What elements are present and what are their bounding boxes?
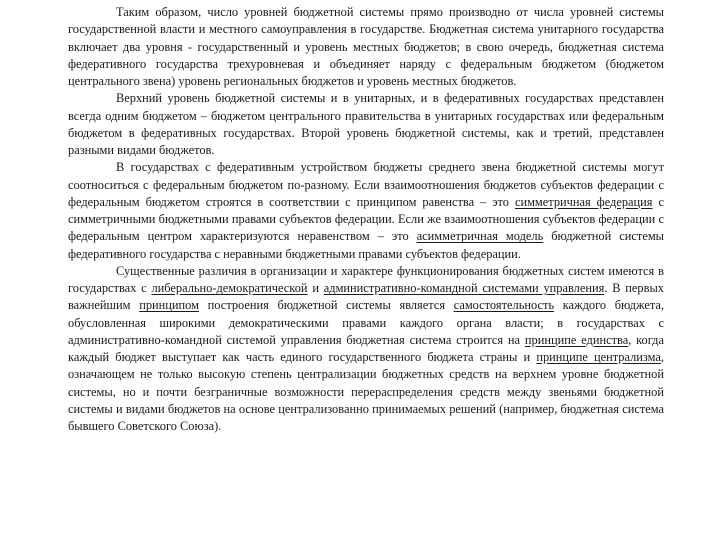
term-asymmetric-model: асимметричная модель xyxy=(416,229,544,244)
paragraph-text: с симметричными бюджетными правами субъектов федерации. Если же взаимоотношения субъектов федерации с федеральным центром характеризуются неравенством – это xyxy=(68,194,664,244)
paragraph-upper-level xyxy=(68,90,664,159)
document-page xyxy=(68,4,664,435)
paragraph-federative-models xyxy=(68,159,664,263)
paragraph-text: Таким образом, число уровней бюджетной системы прямо производно от числа уровней системы государственной власти и местного самоуправления в государстве. Бюджетная система унитарного государства включает два уровня - государственный и уровень местных бюджетов; в свою очередь, бюджетная система федеративного государства трехуровневая и объединяет наряду с федеральным бюджетом (бюджетом центрального звена) уровень региональных бюджетов и уровень местных бюджетов. xyxy=(68,5,664,88)
paragraph-text: бюджетной системы федеративного государства с неравными бюджетными правами субъектов федерации. xyxy=(68,229,664,261)
paragraph-text: Существенные различия в организации и характере функционирования бюджетных систем имеются в государствах с xyxy=(68,263,664,295)
term-administrative-command: административно-командной системами управления xyxy=(323,281,605,295)
term-principle-of-centralism: принципе централизма xyxy=(536,350,661,364)
term-liberal-democratic: либерально-демократической xyxy=(151,281,308,295)
term-independence: самостоятельность xyxy=(453,298,555,313)
paragraph-text: Верхний уровень бюджетной системы и в унитарных, и в федеративных государствах представлен всегда одним бюджетом – бюджетом центрального правительства в унитарных государствах или федеральным бюджетом в федеративных государствах. Второй уровень бюджетной системы, как и третий, представлен разными видами бюджетов. xyxy=(68,91,664,157)
paragraph-text: В государствах с федеративным устройством бюджеты среднего звена бюджетной системы могут соотноситься с федеральным бюджетом по-разному. Если взаимоотношения бюджетов субъектов федерации с федеральным бюджетом строятся в соответствии с принципом равенства – это xyxy=(68,160,664,209)
term-principle-of-unity: принципе единства xyxy=(524,332,629,347)
term-principle: принципом xyxy=(139,298,199,313)
paragraph-text: каждого бюджета, обусловленная широкими демократическими правами каждого органа власти; в государствах с административно-командной системой управления бюджетная система строится на xyxy=(68,298,665,347)
term-symmetric-federation: симметричная федерация xyxy=(514,194,653,209)
paragraph-text: построения бюджетной системы является xyxy=(198,298,454,313)
paragraph-system-differences xyxy=(68,263,664,436)
paragraph-budget-levels xyxy=(68,4,664,90)
paragraph-text: . В первых важнейшим xyxy=(68,281,664,313)
paragraph-text: и xyxy=(307,281,324,295)
paragraph-text: , означающем не только высокую степень централизации бюджетных средств на верхнем уровне бюджетной системы, но и почти безграничные возможности перераспределения средств между звеньями бюджетной системы и видами бюджетов на основе централизованно принимаемых решений (например, бюджетная система бывшего Советского Союза). xyxy=(68,350,665,433)
paragraph-text: , когда каждый бюджет выступает как часть единого государственного бюджета страны и xyxy=(68,332,664,364)
